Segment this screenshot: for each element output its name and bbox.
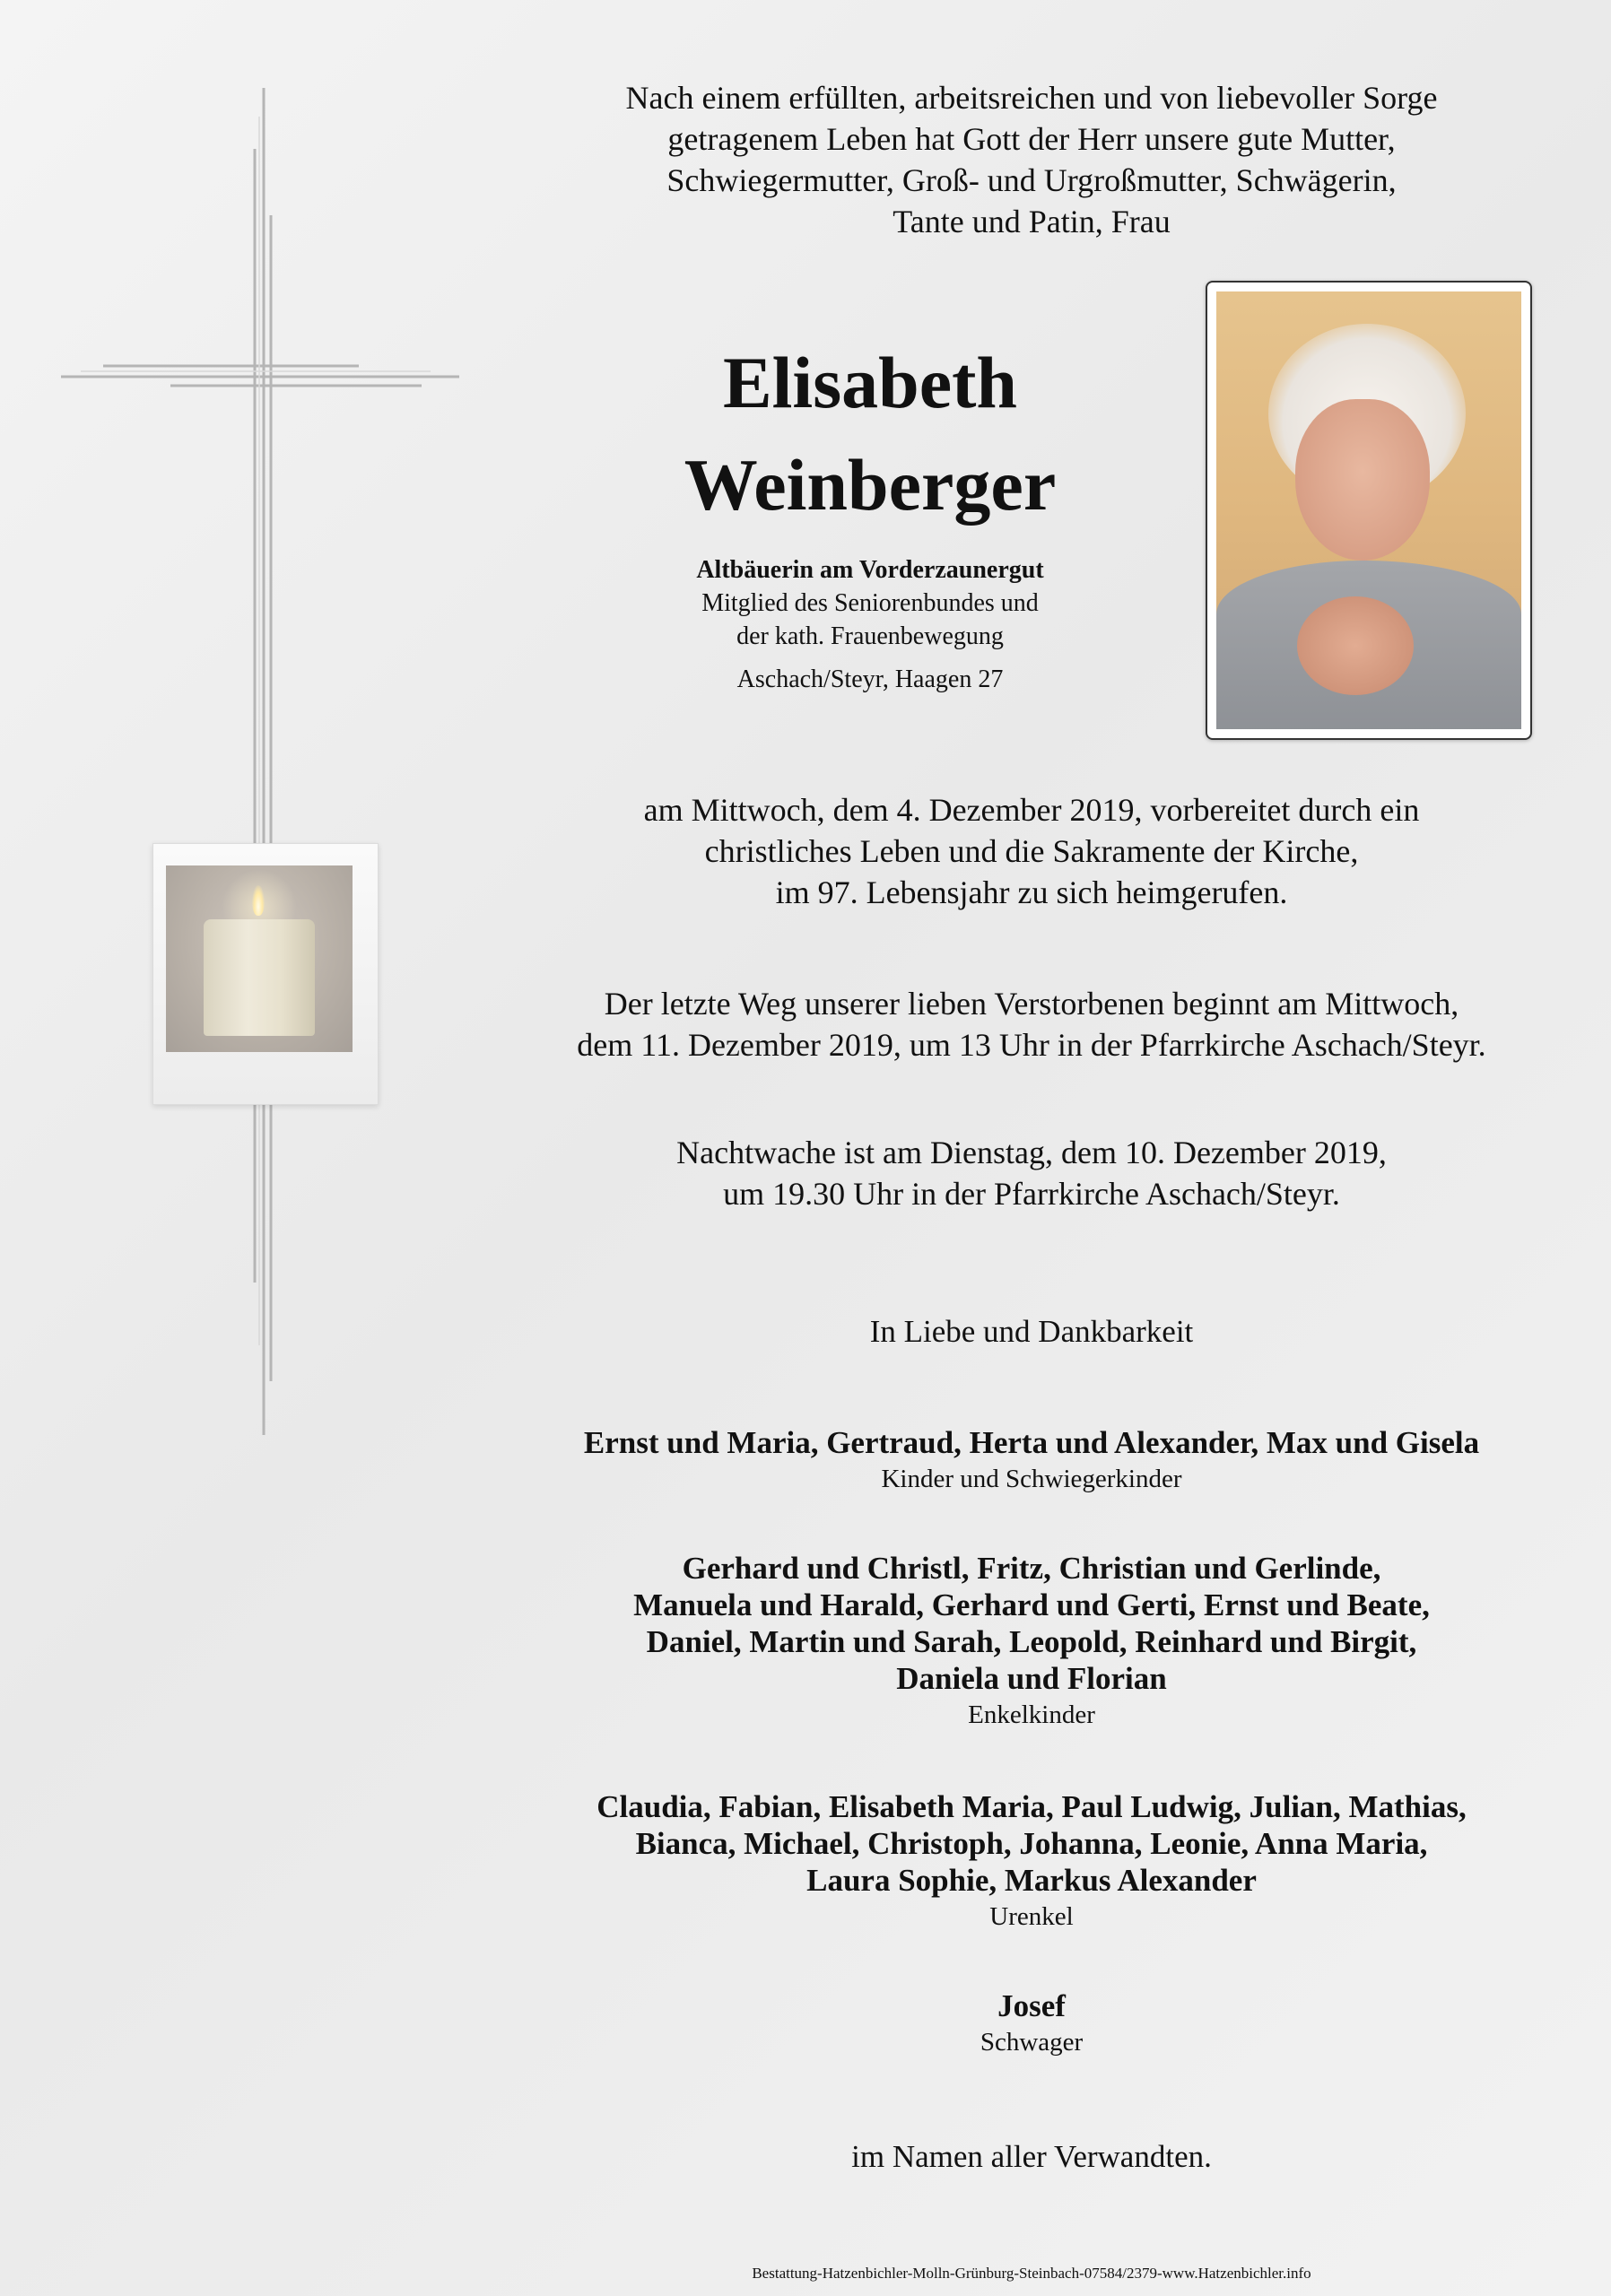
undertaker-footer: Bestattung-Hatzenbichler-Molln-Grünburg-Steinbach-07584/2379-www.Hatzenbichler.info xyxy=(752,2265,1311,2282)
intro-text xyxy=(520,77,1543,242)
deceased-address: Aschach/Steyr, Haagen 27 xyxy=(736,665,1004,693)
cross-icon xyxy=(0,0,502,1471)
family-names: Daniel, Martin und Sarah, Leopold, Reinhard und Birgit, xyxy=(646,1624,1417,1659)
deceased-membership xyxy=(574,587,1166,653)
funeral-line: dem 11. Dezember 2019, um 13 Uhr in der Pfarrkirche Aschach/Steyr. xyxy=(577,1027,1486,1063)
deceased-occupation: Altbäuerin am Vorderzaunergut xyxy=(696,556,1044,584)
portrait-image xyxy=(1216,291,1521,729)
candle-image xyxy=(152,843,379,1105)
family-children xyxy=(520,1424,1543,1497)
candle-flame-icon xyxy=(252,885,265,916)
portrait-face xyxy=(1295,399,1430,561)
intro-line: Schwiegermutter, Groß- und Urgroßmutter, Schwägerin, xyxy=(666,162,1397,198)
vigil-notice xyxy=(520,1132,1543,1214)
death-notice xyxy=(520,789,1543,913)
membership-line: der kath. Frauenbewegung xyxy=(736,622,1004,650)
family-names: Manuela und Harald, Gerhard und Gerti, Ernst und Beate, xyxy=(633,1587,1430,1622)
portrait-photo xyxy=(1206,281,1532,740)
signoff-text: im Namen aller Verwandten. xyxy=(851,2139,1212,2174)
closing-text: In Liebe und Dankbarkeit xyxy=(869,1314,1194,1349)
family-relation: Urenkel xyxy=(989,1902,1074,1931)
family-grandchildren xyxy=(520,1550,1543,1733)
family-names: Bianca, Michael, Christoph, Johanna, Leonie, Anna Maria, xyxy=(635,1826,1428,1861)
family-names: Daniela und Florian xyxy=(896,1661,1167,1696)
funeral-line: Der letzte Weg unserer lieben Verstorbenen beginnt am Mittwoch, xyxy=(604,986,1459,1022)
deceased-last-name: Weinberger xyxy=(684,444,1057,526)
deceased-first-name: Elisabeth xyxy=(722,342,1018,423)
funeral-notice xyxy=(520,983,1543,1065)
family-names: Gerhard und Christl, Fritz, Christian und Gerlinde, xyxy=(682,1551,1381,1586)
family-great-grandchildren xyxy=(520,1788,1543,1935)
portrait-hands xyxy=(1297,596,1414,695)
vigil-line: Nachtwache ist am Dienstag, dem 10. Dezember 2019, xyxy=(676,1135,1387,1170)
family-brother-in-law xyxy=(520,1987,1543,2060)
candle-photo xyxy=(166,865,353,1052)
candle-wax xyxy=(204,919,315,1036)
membership-line: Mitglied des Seniorenbundes und xyxy=(701,589,1039,617)
family-names: Ernst und Maria, Gertraud, Herta und Alexander, Max und Gisela xyxy=(583,1425,1480,1460)
family-names: Laura Sophie, Markus Alexander xyxy=(806,1863,1257,1898)
vigil-line: um 19.30 Uhr in der Pfarrkirche Aschach/Steyr. xyxy=(723,1176,1340,1212)
family-names: Josef xyxy=(997,1988,1066,2023)
intro-line: getragenem Leben hat Gott der Herr unsere gute Mutter, xyxy=(667,121,1396,157)
death-line: im 97. Lebensjahr zu sich heimgerufen. xyxy=(775,874,1288,910)
intro-line: Nach einem erfüllten, arbeitsreichen und von liebevoller Sorge xyxy=(625,80,1438,116)
family-relation: Enkelkinder xyxy=(968,1700,1095,1729)
death-line: am Mittwoch, dem 4. Dezember 2019, vorbereitet durch ein xyxy=(643,792,1420,828)
family-relation: Kinder und Schwiegerkinder xyxy=(881,1465,1182,1493)
family-relation: Schwager xyxy=(980,2028,1084,2057)
intro-line: Tante und Patin, Frau xyxy=(893,204,1171,239)
deceased-name xyxy=(574,332,1166,536)
death-line: christliches Leben und die Sakramente der Kirche, xyxy=(704,833,1359,869)
family-names: Claudia, Fabian, Elisabeth Maria, Paul Ludwig, Julian, Mathias, xyxy=(597,1789,1467,1824)
